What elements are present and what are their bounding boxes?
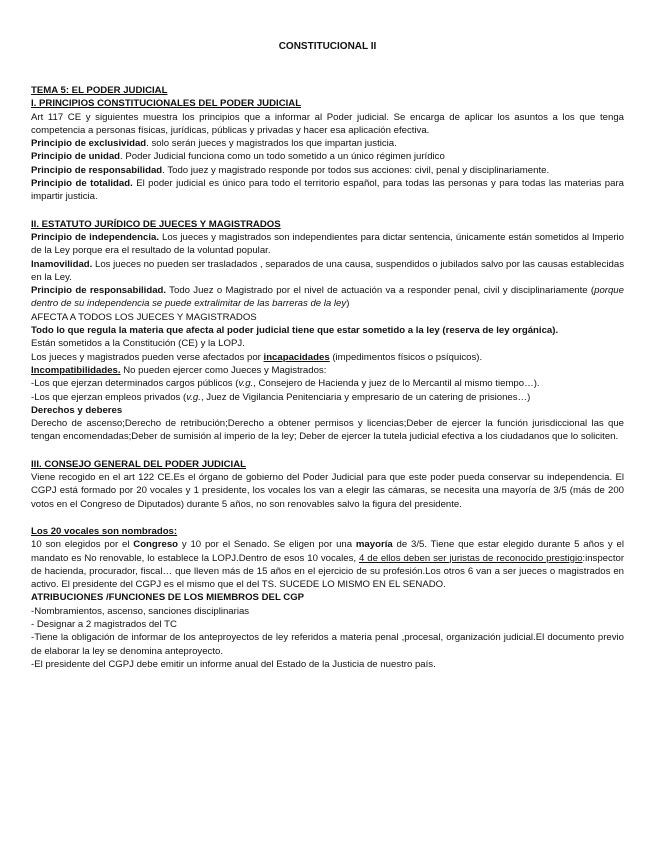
responsabilidad-jueces — [31, 284, 624, 311]
responsabilidad-jueces-italic: porque dentro de su independencia se puede extralimitar de las barreras de la ley — [31, 285, 624, 310]
atribucion-4: -El presidente del CGPJ debe emitir un informe anual del Estado de la Justicia de nuestro país. — [31, 658, 436, 670]
responsabilidad-jueces-end: ) — [346, 298, 350, 310]
vocales-d: :inspector de hacienda, procurador, fiscal… que lleven más de 15 años en el ejercicio de su profesión.Los otros 6 van a ser jueces o magistrados en activo. El presidente del CGPJ es el mismo que el del TS. SUCEDE LO MISMO EN EL SENADO. — [31, 552, 625, 591]
afecta-line: AFECTA A TODOS LOS JUECES Y MAGISTRADOS — [31, 311, 257, 323]
principio-independencia-label: Principio de independencia. — [31, 231, 160, 243]
derechos-deberes-heading — [31, 404, 624, 417]
item-1-italic: v.g. — [238, 378, 254, 390]
principio-unidad-label: Principio de unidad — [31, 151, 121, 163]
item-2-post: , Juez de Vigilancia Penitenciaria y empresario de un catering de prisiones…) — [200, 391, 531, 403]
item-2-pre: -Los que ejerzan empleos privados ( — [31, 391, 187, 403]
incapacidades-term: incapacidades — [263, 351, 330, 363]
atribuciones-label: ATRIBUCIONES /FUNCIONES DE LOS MIEMBROS DEL CGP — [31, 592, 305, 604]
reserva-ley-organica-text: Todo lo que regula la materia que afecta al poder judicial tiene que estar sometido a la ley (reserva de ley orgánica). — [31, 325, 559, 337]
incompatibilidades-label: Incompatibilidades. — [31, 364, 121, 376]
principio-independencia-text: Los jueces y magistrados son independientes para dictar sentencia, únicamente están sometidos al Imperio de la Ley porque era el resultado de la voluntad popular. — [31, 231, 624, 257]
section-1-intro: Art 117 CE y siguientes muestra los principios que a informar al Poder judicial. Se encarga de aplicar los asuntos a los que tenga competencia a personas físicas, jurídicas, públicas y privadas y hacer esa aplicación efectiva. — [31, 111, 624, 136]
item-1-post: , Consejero de Hacienda y juez de lo Mercantil al mismo tiempo…). — [253, 378, 540, 390]
vocales-c: de 3/5. Tiene que estar elegido durante 5 años y el mandato es No renovable, lo establece la LOPJ.Dentro de esos 10 vocales, — [31, 539, 624, 564]
incompatibilidad-item-1 — [31, 377, 624, 390]
incapacidades-line — [31, 351, 624, 364]
responsabilidad-jueces-text: Todo Juez o Magistrado por el nivel de actuación va a responder penal, civil y disciplinariamente ( — [166, 285, 595, 297]
vocales-b: y 10 por el Senado. Se eligen por una — [178, 539, 356, 551]
incompatibilidades-line — [31, 364, 624, 377]
vocales-congreso: Congreso — [133, 539, 179, 551]
item-2-italic: v.g. — [186, 391, 201, 403]
atribucion-3: -Tiene la obligación de informar de los anteproyectos de ley referidos a materia penal ,procesal, organización judicial.El documento previo de elaborar la ley se denomina anteproyecto. — [31, 632, 624, 657]
document-title: CONSTITUCIONAL II — [278, 41, 377, 52]
atribuciones-heading — [31, 591, 624, 604]
incapacidades-pre: Los jueces y magistrados pueden verse afectados por — [31, 351, 264, 363]
section-3-heading: III. CONSEJO GENERAL DEL PODER JUDICIAL — [31, 458, 247, 470]
item-1-pre: -Los que ejerzan determinados cargos públicos ( — [31, 378, 239, 390]
derechos-deberes-label: Derechos y deberes — [31, 404, 123, 416]
tema-heading: TEMA 5: EL PODER JUDICIAL — [31, 85, 168, 96]
reserva-ley-organica — [31, 324, 624, 337]
derechos-deberes-text: Derecho de ascenso;Derecho de retribución;Derecho a obtener permisos y licencias;Deber de ejercer la función jurisdiccional las que tengan encomendadas;Deber de sumisión al imperio de la ley; Deber de ejercer la tutela judicial efectiva a los ciudadanos que lo soliciten. — [31, 418, 624, 443]
atribucion-2: - Designar a 2 magistrados del TC — [31, 618, 177, 630]
vocales-mayoria: mayoría — [355, 539, 393, 551]
principio-responsabilidad — [31, 164, 624, 177]
section-1-heading: I. PRINCIPIOS CONSTITUCIONALES DEL PODER JUDICIAL — [31, 98, 302, 110]
vocales-paragraph — [31, 538, 624, 591]
section-2-heading: II. ESTATUTO JURÍDICO DE JUECES Y MAGISTRADOS — [31, 218, 281, 230]
document-body — [31, 84, 624, 671]
vocales-juristas: 4 de ellos deben ser juristas de reconocido prestigio — [358, 552, 583, 564]
principio-independencia — [31, 231, 624, 258]
principio-responsabilidad-label: Principio de responsabilidad — [31, 164, 163, 176]
inamovilidad-label: Inamovilidad. — [31, 258, 93, 270]
sometidos-line: Están sometidos a la Constitución (CE) y la LOPJ. — [31, 338, 245, 350]
inamovilidad-text: Los jueces no pueden ser trasladados , separados de una causa, suspendidos o jubilados salvo por las causas establecidas en la Ley. — [31, 258, 624, 283]
incompatibilidad-item-2 — [31, 391, 624, 404]
inamovilidad — [31, 258, 624, 285]
atribucion-1: -Nombramientos, ascenso, sanciones disciplinarias — [31, 605, 250, 617]
principio-unidad — [31, 150, 624, 163]
incapacidades-post: (impedimentos físicos o psíquicos). — [329, 351, 483, 363]
vocales-a: 10 son elegidos por el — [31, 539, 134, 551]
principio-totalidad — [31, 177, 624, 204]
principio-exclusividad-text: . solo serán jueces y magistrados los que impartan justicia. — [146, 138, 397, 150]
principio-totalidad-text: El poder judicial es único para todo el territorio español, para todas las personas y para todas las materias para impartir justicia. — [31, 178, 624, 203]
principio-responsabilidad-text: . Todo juez y magistrado responde por todos sus acciones: civil, penal y disciplinariamente. — [162, 164, 550, 176]
principio-totalidad-label: Principio de totalidad. — [31, 178, 133, 190]
cgpj-paragraph: Viene recogido en el art 122 CE.Es el órgano de gobierno del Poder Judicial para que este poder pueda conservar su independencia. El CGPJ está formado por 20 vocales y 1 presidente, los vocales los van a elegir las cámaras, se necesita una mayoría de 3/5 (más de 200 votos en el Congreso de Diputados) durante 5 años, no son renovables salvo la figura del presidente. — [31, 472, 624, 510]
responsabilidad-jueces-label: Principio de responsabilidad. — [31, 285, 167, 297]
principio-unidad-text: . Poder Judicial funciona como un todo sometido a un único régimen jurídico — [120, 151, 445, 163]
vocales-heading: Los 20 vocales son nombrados: — [31, 525, 178, 537]
principio-exclusividad-label: Principio de exclusividad — [31, 138, 147, 150]
principio-exclusividad — [31, 137, 624, 150]
incompatibilidades-text: No pueden ejercer como Jueces y Magistrados: — [120, 364, 327, 376]
